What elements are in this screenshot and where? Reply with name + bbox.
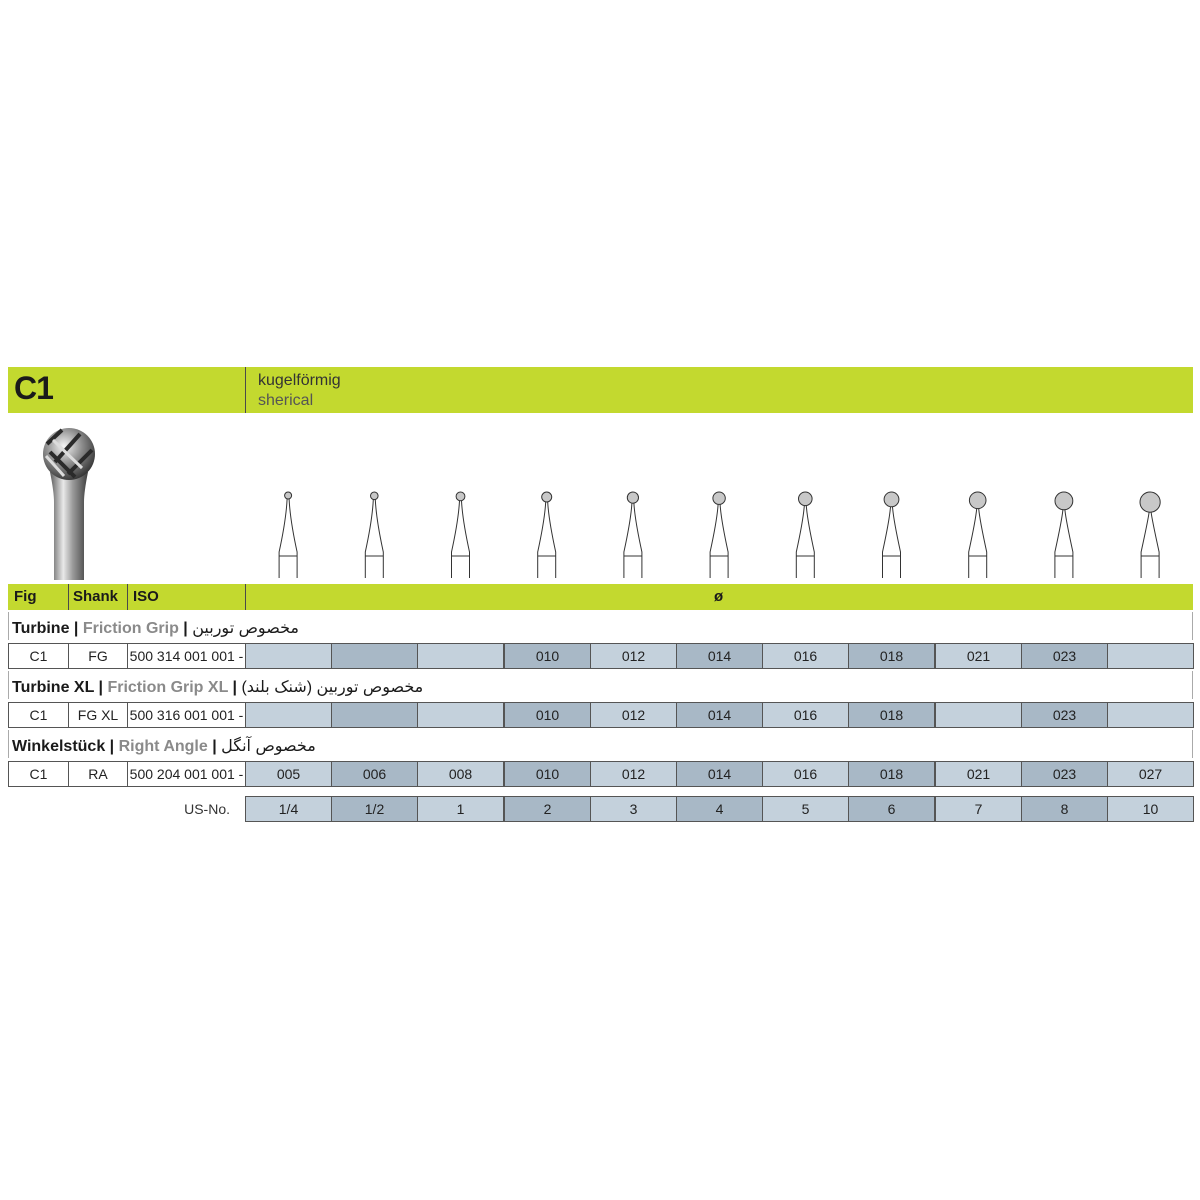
us-no-label: US-No. [184,801,230,817]
product-code: C1 [14,370,53,406]
fig-cell: C1 [8,643,69,669]
us-no-cell: 6 [848,796,935,822]
size-cell: 014 [676,761,763,787]
column-header-bar [8,584,1193,610]
header-fig: Fig [14,588,37,605]
us-no-cell: 7 [935,796,1022,822]
size-cell: 010 [504,643,591,669]
size-cell: 012 [590,643,677,669]
size-cell: 012 [590,761,677,787]
us-no-cell: 4 [676,796,763,822]
bur-outline-0 [279,492,297,578]
us-no-cell: 1/2 [331,796,418,822]
size-cell: 012 [590,702,677,728]
bur-outline-10 [1140,492,1160,578]
section-title-turbine-xl: Turbine XL | Friction Grip XL | مخصوص توربین (شنک بلند) [12,679,424,696]
size-cell: 016 [762,702,849,728]
size-cell: 010 [504,702,591,728]
size-cell [417,702,504,728]
size-cell [935,702,1022,728]
size-cell: 016 [762,643,849,669]
size-cell: 008 [417,761,504,787]
bur-outline-2 [452,492,470,578]
size-cell: 018 [848,702,935,728]
iso-cell: 500 204 001 001 - [127,761,246,787]
size-cell [245,643,332,669]
size-cell: 021 [935,761,1022,787]
size-cell [331,702,418,728]
us-no-cell: 1 [417,796,504,822]
bur-outline-6 [796,492,814,578]
size-cell: 010 [504,761,591,787]
size-cell: 006 [331,761,418,787]
header-divider [68,584,69,610]
size-cell: 018 [848,643,935,669]
product-name-english: sherical [258,392,314,409]
bur-outline-9 [1055,492,1073,578]
size-cell: 014 [676,643,763,669]
header-divider [245,584,246,610]
shank-cell: FG XL [68,702,128,728]
us-no-cell: 5 [762,796,849,822]
us-no-cell: 8 [1021,796,1108,822]
size-cell: 023 [1021,761,1108,787]
iso-cell: 500 314 001 001 - [127,643,246,669]
bur-product-photo [20,422,120,580]
bur-outline-7 [883,492,901,578]
size-cell: 018 [848,761,935,787]
section-title-turbine: Turbine | Friction Grip | مخصوص توربین [12,620,299,637]
size-cell [417,643,504,669]
size-cell [1107,643,1194,669]
fig-cell: C1 [8,761,69,787]
title-divider [245,367,246,413]
size-cell [1107,702,1194,728]
header-iso: ISO [133,588,159,605]
size-cell: 016 [762,761,849,787]
size-cell: 027 [1107,761,1194,787]
bur-outline-4 [624,492,642,578]
bur-outline-3 [538,492,556,578]
section-title-right-angle: Winkelstück | Right Angle | مخصوص آنگل [12,738,316,755]
size-cell: 021 [935,643,1022,669]
bur-outline-8 [969,492,987,578]
header-divider [127,584,128,610]
size-cell: 023 [1021,643,1108,669]
shank-cell: FG [68,643,128,669]
size-cell [331,643,418,669]
us-no-cell: 1/4 [245,796,332,822]
bur-outline-5 [710,492,728,578]
size-cell: 023 [1021,702,1108,728]
product-title-bar [8,367,1193,413]
us-no-cell: 10 [1107,796,1194,822]
us-no-cell: 3 [590,796,677,822]
product-name-german: kugelförmig [258,372,341,389]
fig-cell: C1 [8,702,69,728]
bur-size-drawings [245,480,1193,584]
bur-outline-1 [365,492,383,578]
us-no-cell: 2 [504,796,591,822]
size-cell [245,702,332,728]
shank-cell: RA [68,761,128,787]
iso-cell: 500 316 001 001 - [127,702,246,728]
size-cell: 014 [676,702,763,728]
header-shank: Shank [73,588,119,605]
header-diameter: ø [714,588,724,605]
size-cell: 005 [245,761,332,787]
